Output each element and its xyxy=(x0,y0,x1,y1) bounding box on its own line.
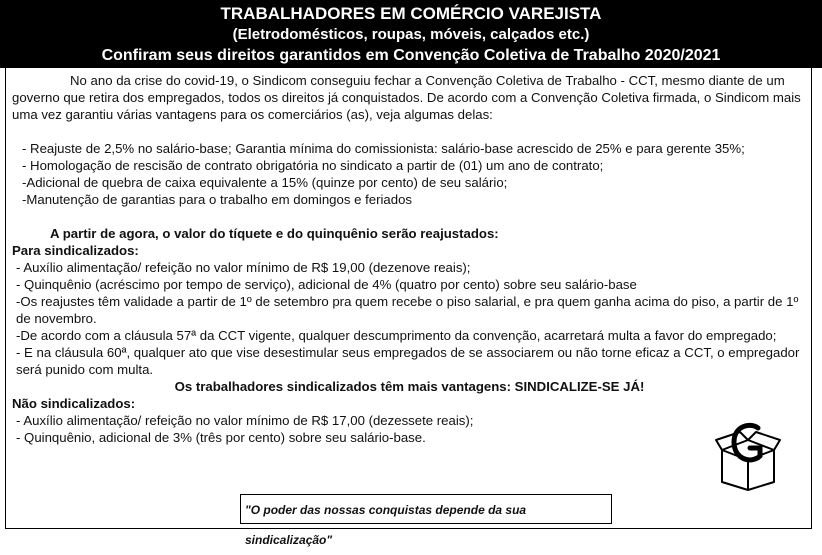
document-body xyxy=(12,72,807,446)
list-item: -De acordo com a cláusula 57ª da CCT vigente, qualquer descumprimento da convenção, acarretará multa a favor do empregado; xyxy=(16,328,777,343)
header-title: TRABALHADORES EM COMÉRCIO VAREJISTA xyxy=(220,4,602,23)
list-item: - Auxílio alimentação/ refeição no valor mínimo de R$ 19,00 (dezenove reais); xyxy=(16,260,471,275)
footer-quote: "O poder das nossas conquistas depende da sua sindicalização" xyxy=(240,494,612,524)
list-item: - Quinquênio, adicional de 3% (três por cento) sobre seu salário-base. xyxy=(16,430,426,445)
slogan: Os trabalhadores sindicalizados têm mais vantagens: SINDICALIZE-SE JÁ! xyxy=(174,379,645,394)
list-item: -Adicional de quebra de caixa equivalente a 15% (quinze por cento) de seu salário; xyxy=(22,175,508,190)
non-unionized-list xyxy=(12,412,807,446)
non-unionized-heading: Não sindicalizados: xyxy=(12,396,136,411)
list-item: - Auxílio alimentação/ refeição no valor mínimo de R$ 17,00 (dezessete reais); xyxy=(16,413,474,428)
list-item: - E na cláusula 60ª, qualquer ato que vise desestimular seus empregados de se associarem ou não torne eficaz a CCT, o empregador será punido com multa. xyxy=(16,345,800,377)
benefits-list xyxy=(12,140,807,208)
unionized-list xyxy=(12,259,807,378)
list-item: -Manutenção de garantias para o trabalho em domingos e feriados xyxy=(22,192,413,207)
header-subtitle: (Eletrodomésticos, roupas, móveis, calçados etc.) xyxy=(232,26,590,43)
intro-paragraph: No ano da crise do covid-19, o Sindicom conseguiu fechar a Convenção Coletiva de Trabalho - CCT, mesmo diante de um governo que retira dos empregados, todos os direitos já conquistados. De acordo com a Convenção Coletiva firmada, o Sindicom mais uma vez garantiu várias vantagens para os comerciários (as), veja algumas delas: xyxy=(12,73,801,122)
header-banner xyxy=(0,0,822,68)
readjust-heading: A partir de agora, o valor do tíquete e do quinquênio serão reajustados: xyxy=(50,226,499,241)
list-item: - Quinquênio (acréscimo por tempo de serviço), adicional de 4% (quatro por cento) sobre seu salário-base xyxy=(16,277,637,292)
list-item: - Homologação de rescisão de contrato obrigatória no sindicato a partir de (01) um ano de contrato; xyxy=(22,158,604,173)
unionized-heading: Para sindicalizados: xyxy=(12,243,139,258)
list-item: - Reajuste de 2,5% no salário-base; Garantia mínima do comissionista: salário-base acrescido de 25% e para gerente 35%; xyxy=(22,141,745,156)
list-item: -Os reajustes têm validade a partir de 1º de setembro pra quem recebe o piso salarial, e pra quem ganha acima do piso, a partir de 1º de novembro. xyxy=(16,294,799,326)
header-tagline: Confiram seus direitos garantidos em Convenção Coletiva de Trabalho 2020/2021 xyxy=(101,47,721,64)
sindicom-logo-icon xyxy=(714,420,782,492)
